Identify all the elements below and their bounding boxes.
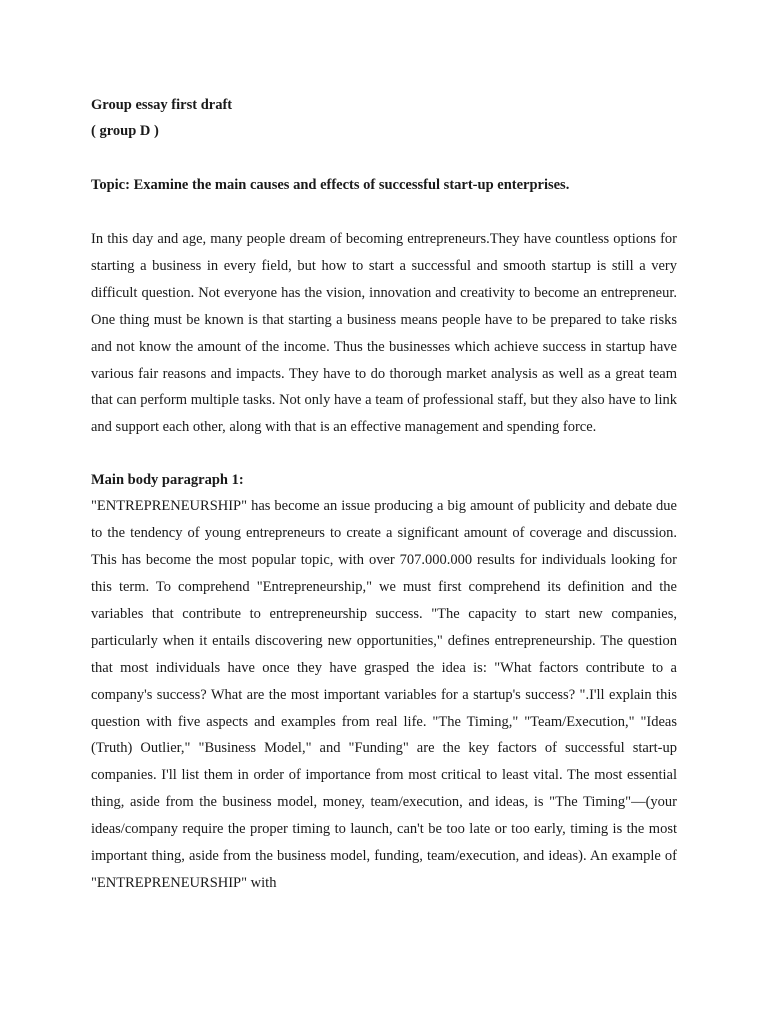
group-label: ( group D ) — [91, 123, 159, 139]
document-title: Group essay first draft — [91, 97, 233, 113]
intro-paragraph: In this day and age, many people dream of becoming entrepreneurs.They have countless options for starting a business in every field, but how to start a successful and smooth startup is still a very difficult question. Not everyone has the vision, innovation and creativity to become an entrepreneur. One thing must be known is that starting a business means people have to be prepared to take risks and not know the amount of the income. Thus the businesses which achieve success in startup have various fair reasons and impacts. They have to do thorough market analysis as well as a great team that can perform multiple tasks. Not only have a team of professional staff, but they also have to link and support each other, along with that is an effective management and spending force. — [91, 231, 677, 436]
document-page — [91, 92, 677, 897]
topic-heading: Topic: Examine the main causes and effects of successful start-up enterprises. — [91, 177, 570, 193]
body-paragraph-heading: Main body paragraph 1: — [91, 472, 244, 489]
body-paragraph: "ENTREPRENEURSHIP" has become an issue producing a big amount of publicity and debate due to the tendency of young entrepreneurs to create a significant amount of coverage and discussion. This has become the most popular topic, with over 707.000.000 results for individuals looking for this term. To comprehend "Entrepreneurship," we must first comprehend its definition and the variables that contribute to entrepreneurship success. "The capacity to start new companies, particularly when it entails discovering new opportunities," defines entrepreneurship. The question that most individuals have once they have grasped the idea is: "What factors contribute to a company's success? What are the most important variables for a startup's success? ".I'll explain this question with five aspects and examples from real life. "The Timing," "Team/Execution," "Ideas (Truth) Outlier," "Business Model," and "Funding" are the key factors of successful start-up companies. I'll list them in order of importance from most critical to least vital. The most essential thing, aside from the business model, money, team/execution, and ideas, is "The Timing"—(your ideas/company require the proper timing to launch, can't be too late or too early, timing is the most important thing, aside from the business model, funding, team/execution, and ideas). An example of "ENTREPRENEURSHIP" with — [91, 498, 677, 891]
